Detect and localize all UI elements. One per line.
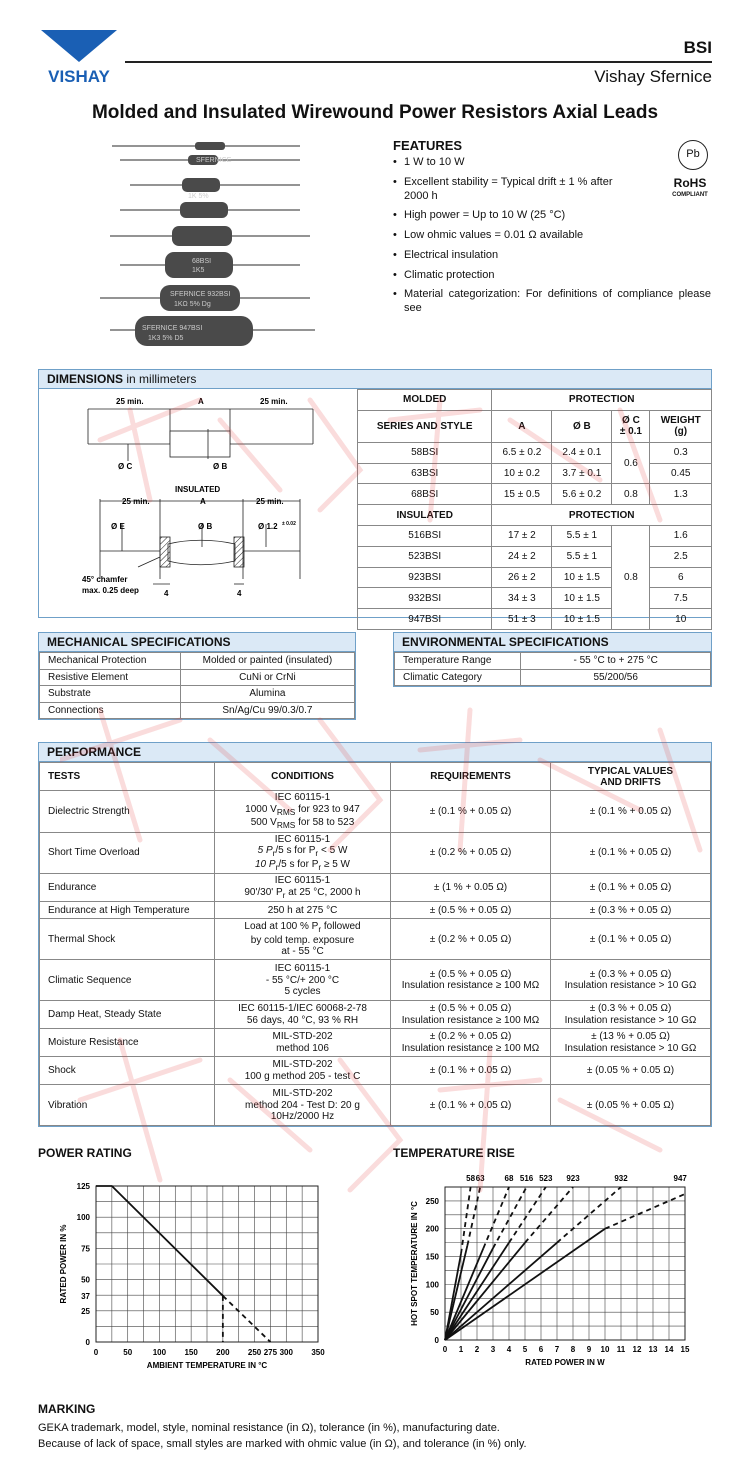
y-tick-label: 50 xyxy=(430,1308,439,1318)
table-header: MOLDED xyxy=(358,390,492,411)
y-tick-label: 250 xyxy=(425,1196,439,1206)
x-tick-label: 250 xyxy=(247,1348,262,1357)
y-tick-label: 50 xyxy=(81,1275,90,1285)
table-row: Short Time Overload IEC 60115-1 5 $P_r/5$ s for $P_r < 5$ W 10 $P_r/5$ s for $P_r \ge 5$ W ± (0.2 % + 0.05 Ω) ± (0.1 % + 0.05 Ω) xyxy=(40,832,711,874)
features-heading: FEATURES xyxy=(393,138,463,153)
table-header: SERIES AND STYLE xyxy=(358,410,492,442)
table-row: 932BSI 34 ± 3 10 ± 1.5 7.5 xyxy=(358,588,712,609)
dim-label: Ø C xyxy=(118,462,133,471)
table-header: A xyxy=(492,410,552,442)
series-line xyxy=(483,1187,509,1248)
dim-label: ± 0.02 xyxy=(282,521,296,527)
series-label: 947 xyxy=(673,1174,687,1183)
y-tick-label: 150 xyxy=(425,1252,439,1262)
mechanical-table xyxy=(39,652,355,719)
table-header: REQUIREMENTS xyxy=(391,763,551,791)
x-tick-label: 275 xyxy=(263,1348,278,1357)
marking-line: Because of lack of space, small styles are marked with ohmic value (in Ω), and tolerance (in %) only. xyxy=(38,1437,527,1450)
y-tick-label: 75 xyxy=(81,1244,90,1254)
environmental-table xyxy=(394,652,711,686)
table-row: Climatic Category 55/200/56 xyxy=(395,669,711,686)
photo-label: 1K3 5% D5 xyxy=(148,335,184,342)
x-tick-label: 8 xyxy=(570,1345,576,1354)
y-tick-label: 200 xyxy=(425,1224,439,1234)
product-code: BSI xyxy=(683,38,712,57)
table-header: TESTS xyxy=(40,763,215,791)
brand-text: VISHAY xyxy=(48,67,110,86)
mechanical-section xyxy=(38,632,356,720)
x-tick-label: 200 xyxy=(216,1348,230,1357)
x-tick-label: 5 xyxy=(522,1345,528,1354)
table-row: Resistive Element CuNi or CrNi xyxy=(40,669,355,686)
table-row: Connections Sn/Ag/Cu 99/0.3/0.7 xyxy=(40,702,355,719)
photo-label: SFERNICE 947BSI xyxy=(142,325,203,332)
table-row: 63BSI 10 ± 0.2 3.7 ± 0.1 0.45 xyxy=(358,463,712,484)
table-row: Dielectric Strength IEC 60115-1 1000 $V_{RMS}$ for 923 to 947 500 $V_{RMS}$ for 58 to 523 ± (0.1 % + 0.05 Ω) ± (0.1 % + 0.05 Ω) xyxy=(40,791,711,833)
table-row: 516BSI 17 ± 2 5.5 ± 1 0.8 1.6 xyxy=(358,525,712,546)
x-tick-label: 3 xyxy=(490,1345,496,1354)
dim-label: INSULATED xyxy=(175,485,221,494)
table-header: PROTECTION xyxy=(492,505,712,526)
environmental-section xyxy=(393,632,712,687)
dim-label: 25 min. xyxy=(116,397,144,406)
table-row: 947BSI 51 ± 3 10 ± 1.5 10 xyxy=(358,609,712,630)
x-tick-label: 350 xyxy=(311,1348,325,1357)
pb-label: Pb xyxy=(686,148,700,160)
marking-line: GEKA trademark, model, style, nominal resistance (in Ω), tolerance (in %), manufacturing date. xyxy=(38,1422,500,1434)
series-label: 923 xyxy=(566,1174,580,1183)
x-tick-label: 0 xyxy=(442,1345,448,1354)
table-header: CONDITIONS xyxy=(215,763,391,791)
x-axis-label: RATED POWER IN W xyxy=(525,1358,605,1367)
dim-label: Ø E xyxy=(111,522,125,531)
table-row: Moisture Resistance MIL-STD-202 method 106 ± (0.2 % + 0.05 Ω) Insulation resistance ≥ 100 MΩ ± (13 % + 0.05 Ω) Insulation resistance > 10 GΩ xyxy=(40,1029,711,1057)
x-tick-label: 7 xyxy=(554,1345,560,1354)
dim-label: 25 min. xyxy=(122,497,150,506)
x-axis-label: AMBIENT TEMPERATURE IN °C xyxy=(146,1361,268,1370)
table-row: Climatic Sequence IEC 60115-1 - 55 °C/+ 200 °C 5 cycles ± (0.5 % + 0.05 Ω) Insulation resistance ≥ 100 MΩ ± (0.3 % + 0.05 Ω) Insulation resistance > 10 GΩ xyxy=(40,960,711,1001)
table-header: TYPICAL VALUES AND DRIFTS xyxy=(551,763,711,791)
dimension-drawing xyxy=(38,389,357,618)
y-tick-label: 0 xyxy=(434,1336,439,1345)
dim-label: Ø B xyxy=(213,462,228,471)
dimensions-heading: DIMENSIONS in millimeters xyxy=(39,370,711,389)
photo-label: 1K 5% xyxy=(188,193,209,200)
dim-label: 25 min. xyxy=(256,497,284,506)
pb-free-icon xyxy=(678,140,708,170)
x-tick-label: 300 xyxy=(279,1348,293,1357)
table-row: Substrate Alumina xyxy=(40,686,355,703)
x-tick-label: 10 xyxy=(600,1345,610,1354)
feature-item: • Electrical insulation xyxy=(393,249,711,263)
y-tick-label: 0 xyxy=(85,1338,90,1347)
table-row: 68BSI 15 ± 0.5 5.6 ± 0.2 0.8 1.3 xyxy=(358,484,712,505)
table-header: PROTECTION xyxy=(492,390,712,411)
series-label: 523 xyxy=(539,1174,553,1183)
x-tick-label: 2 xyxy=(474,1345,480,1354)
photo-label: 68BSI xyxy=(192,258,212,265)
photo-label: SFERNICE 932BSI xyxy=(170,291,231,298)
photo-label: SFERNICE xyxy=(196,157,232,164)
dimensions-table xyxy=(357,389,712,630)
dim-label: Ø 1.2 xyxy=(258,522,278,531)
x-tick-label: 9 xyxy=(586,1345,592,1354)
feature-item: • Excellent stability = Typical drift ± 1 % after 2000 h xyxy=(393,176,635,204)
temperature-rise-chart xyxy=(393,1165,713,1385)
power-rating-chart xyxy=(38,1170,338,1380)
series-label: 63 xyxy=(475,1174,485,1183)
marking-text xyxy=(38,1421,527,1453)
series-label: 58 xyxy=(466,1174,476,1183)
table-row: 58BSI 6.5 ± 0.2 2.4 ± 0.1 0.6 0.3 xyxy=(358,442,712,463)
temperature-rise-title: TEMPERATURE RISE xyxy=(393,1146,515,1160)
marking-heading: MARKING xyxy=(38,1402,96,1416)
subtitle: Vishay Sfernice xyxy=(594,67,712,86)
x-tick-label: 6 xyxy=(538,1345,544,1354)
header-rule xyxy=(125,61,712,63)
table-row: Vibration MIL-STD-202 method 204 - Test D: 20 g 10Hz/2000 Hz ± (0.1 % + 0.05 Ω) ± (0.05 % + 0.05 Ω) xyxy=(40,1085,711,1126)
series-line xyxy=(493,1187,527,1248)
series-label: 932 xyxy=(614,1174,628,1183)
feature-item: • Low ohmic values = 0.01 Ω available xyxy=(393,229,711,243)
series-label: 68 xyxy=(504,1174,514,1183)
x-tick-label: 15 xyxy=(680,1345,690,1354)
y-tick-label: 100 xyxy=(76,1213,90,1223)
compliant-label: COMPLIANT xyxy=(672,192,708,198)
x-tick-label: 14 xyxy=(664,1345,674,1354)
page-title: Molded and Insulated Wirewound Power Resistors Axial Leads xyxy=(91,102,659,123)
table-row: Temperature Range - 55 °C to + 275 °C xyxy=(395,653,711,670)
y-tick-label: 37 xyxy=(81,1291,90,1301)
performance-table xyxy=(39,762,711,1126)
x-tick-label: 100 xyxy=(152,1348,167,1357)
x-tick-label: 11 xyxy=(616,1345,626,1354)
photo-label: 1K5 xyxy=(192,267,205,274)
series-line xyxy=(445,1243,557,1340)
x-tick-label: 0 xyxy=(93,1348,99,1357)
y-tick-label: 25 xyxy=(81,1306,90,1316)
environmental-heading: ENVIRONMENTAL SPECIFICATIONS xyxy=(394,633,711,652)
series-line xyxy=(461,1187,471,1254)
series-label: 516 xyxy=(519,1174,534,1183)
table-header: INSULATED xyxy=(358,505,492,526)
dim-label: Ø B xyxy=(198,522,213,531)
feature-item: • Climatic protection xyxy=(393,269,711,283)
x-tick-label: 13 xyxy=(648,1345,658,1354)
rohs-label: RoHS xyxy=(673,176,707,190)
table-header: WEIGHT (g) xyxy=(650,410,712,442)
table-header: Ø B xyxy=(552,410,612,442)
dim-label: 45° chamfer xyxy=(82,575,128,584)
y-tick-label: 125 xyxy=(76,1182,90,1191)
table-header: Ø C ± 0.1 xyxy=(612,410,650,442)
dim-label: A xyxy=(200,497,206,506)
table-row: 923BSI 26 ± 2 10 ± 1.5 6 xyxy=(358,567,712,588)
y-axis-label: HOT SPOT TEMPERATURE IN °C xyxy=(410,1201,419,1326)
power-rating-title: POWER RATING xyxy=(38,1146,132,1160)
dim-label: A xyxy=(198,397,204,406)
series-line xyxy=(605,1194,685,1229)
dim-label: 4 xyxy=(164,589,169,598)
y-axis-label: RATED POWER IN % xyxy=(59,1224,68,1304)
feature-item: • High power = Up to 10 W (25 °C) xyxy=(393,209,711,223)
mechanical-heading: MECHANICAL SPECIFICATIONS xyxy=(39,633,355,652)
feature-item: • Material categorization: For definitions of compliance please see xyxy=(393,288,711,316)
resistor-photo xyxy=(100,130,330,355)
table-row: Endurance IEC 60115-1 90'/30' $P_r$ at 25 °C, 2000 h ± (1 % + 0.05 Ω) ± (0.1 % + 0.05 Ω) xyxy=(40,874,711,902)
table-row: Damp Heat, Steady State IEC 60115-1/IEC 60068-2-78 56 days, 40 °C, 93 % RH ± (0.5 % + 0.05 Ω) Insulation resistance ≥ 100 MΩ ± (0.3 % + 0.05 Ω) Insulation resistance > 10 GΩ xyxy=(40,1001,711,1029)
photo-label: 1KΩ 5% Dg xyxy=(174,301,211,308)
feature-item: • 1 W to 10 W xyxy=(393,156,711,170)
table-row: Shock MIL-STD-202 100 g method 205 - test C ± (0.1 % + 0.05 Ω) ± (0.05 % + 0.05 Ω) xyxy=(40,1057,711,1085)
y-tick-label: 100 xyxy=(425,1280,439,1290)
x-tick-label: 50 xyxy=(123,1348,133,1357)
table-row: Endurance at High Temperature 250 h at 275 °C ± (0.5 % + 0.05 Ω) ± (0.3 % + 0.05 Ω) xyxy=(40,902,711,919)
dim-label: 25 min. xyxy=(260,397,288,406)
performance-heading: PERFORMANCE xyxy=(39,743,711,762)
x-tick-label: 150 xyxy=(184,1348,198,1357)
dim-label: max. 0.25 deep xyxy=(82,586,139,595)
table-row: 523BSI 24 ± 2 5.5 ± 1 2.5 xyxy=(358,546,712,567)
x-tick-label: 12 xyxy=(632,1345,642,1354)
table-row: Mechanical Protection Molded or painted (insulated) xyxy=(40,653,355,670)
table-row: Thermal Shock Load at 100 % $P_r$ followed by cold temp. exposure at - 55 °C ± (0.2 % + 0.05 Ω) ± (0.1 % + 0.05 Ω) xyxy=(40,919,711,960)
x-tick-label: 1 xyxy=(458,1345,464,1354)
x-tick-label: 4 xyxy=(506,1345,512,1354)
vishay-logo xyxy=(38,30,120,94)
dim-label: 4 xyxy=(237,589,242,598)
series-line xyxy=(223,1296,271,1342)
performance-section xyxy=(38,742,712,1127)
